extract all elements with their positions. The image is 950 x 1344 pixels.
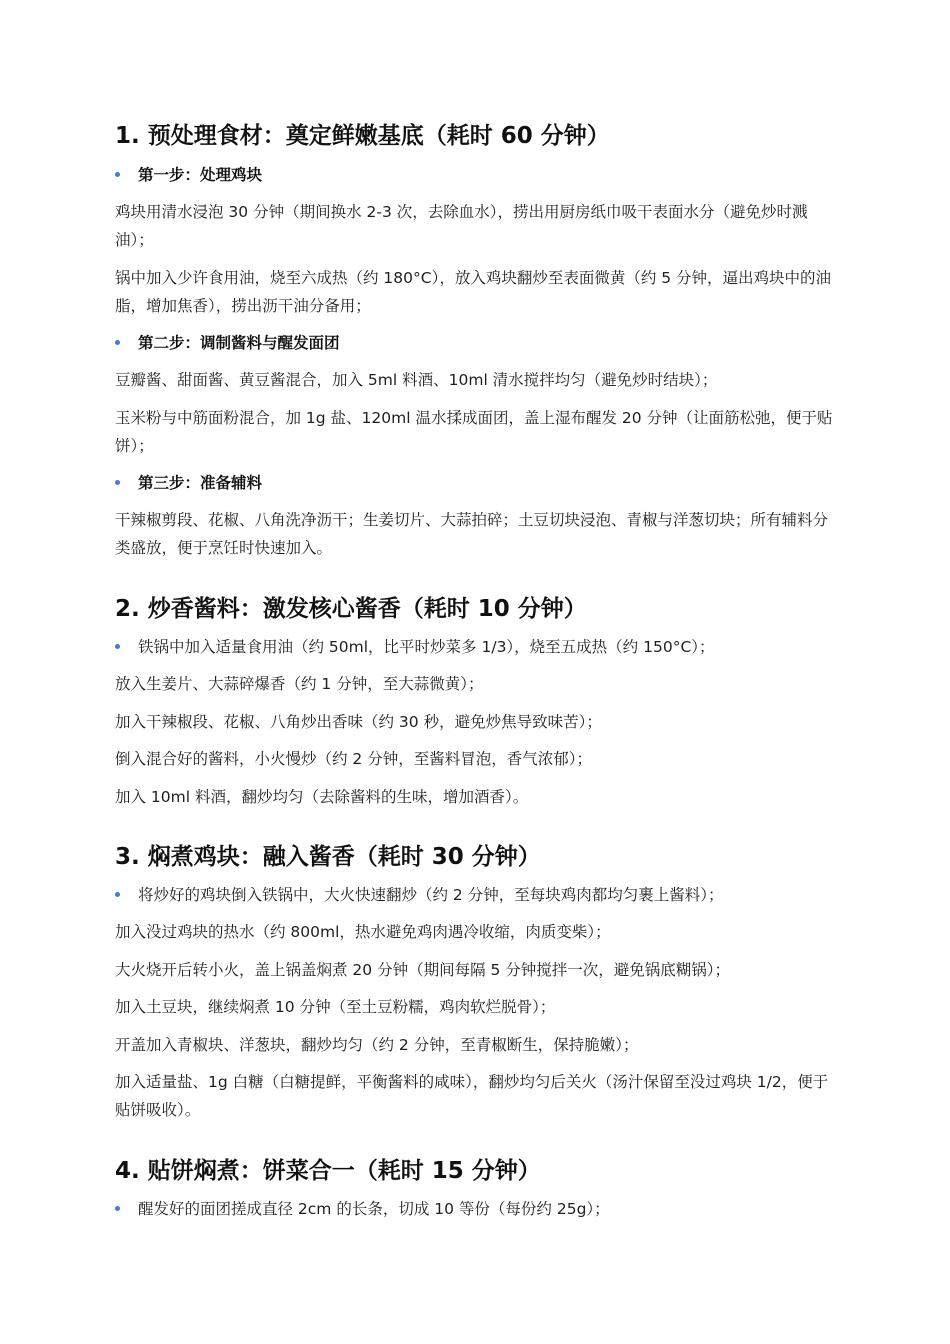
section-2-bullet-text: 铁锅中加入适量食用油（约 50ml，比平时炒菜多 1/3），烧至五成热（约 150°C）； <box>138 638 715 656</box>
section-4-bullet-text: 醒发好的面团搓成直径 2cm 的长条，切成 10 等份（每份约 25g）； <box>138 1200 610 1218</box>
bullet-dot-icon <box>115 340 120 345</box>
section-3-paragraph-2: 大火烧开后转小火，盖上锅盖焖煮 20 分钟（期间每隔 5 分钟搅拌一次，避免锅底糊锅）； <box>115 961 731 979</box>
step-1-label: 第一步：处理鸡块 <box>138 166 263 184</box>
section-2-heading: 2. 炒香酱料：激发核心酱香（耗时 10 分钟） <box>115 596 587 622</box>
section-1-heading: 1. 预处理食材：奠定鲜嫩基底（耗时 60 分钟） <box>115 123 610 149</box>
bullet-dot-icon <box>115 644 120 649</box>
bullet-dot-icon <box>115 480 120 485</box>
section-2-paragraph-1: 放入生姜片、大蒜碎爆香（约 1 分钟，至大蒜微黄）； <box>115 675 484 693</box>
step-1-paragraph-1: 鸡块用清水浸泡 30 分钟（期间换水 2-3 次，去除血水），捞出用厨房纸巾吸干表面水分（避免炒时溅油）； <box>115 203 808 249</box>
step-3-paragraph-1: 干辣椒剪段、花椒、八角洗净沥干；生姜切片、大蒜拍碎；土豆切块浸泡、青椒与洋葱切块；所有辅料分类盛放，便于烹饪时快速加入。 <box>115 511 829 557</box>
bullet-dot-icon <box>115 1206 120 1211</box>
bullet-dot-icon <box>115 892 120 897</box>
section-3-paragraph-4: 开盖加入青椒块、洋葱块，翻炒均匀（约 2 分钟，至青椒断生，保持脆嫩）； <box>115 1036 639 1054</box>
section-3-heading: 3. 焖煮鸡块：融入酱香（耗时 30 分钟） <box>115 844 541 870</box>
bullet-dot-icon <box>115 172 120 177</box>
section-4-heading: 4. 贴饼焖煮：饼菜合一（耗时 15 分钟） <box>115 1158 541 1184</box>
step-2-label: 第二步：调制酱料与醒发面团 <box>138 334 340 352</box>
section-2-paragraph-4: 加入 10ml 料酒，翻炒均匀（去除酱料的生味，增加酒香）。 <box>115 788 529 806</box>
section-3-bullet-text: 将炒好的鸡块倒入铁锅中，大火快速翻炒（约 2 分钟，至每块鸡肉都均匀裹上酱料）； <box>138 886 724 904</box>
section-3-paragraph-5: 加入适量盐、1g 白糖（白糖提鲜，平衡酱料的咸味），翻炒均匀后关火（汤汁保留至没过鸡块 1/2，便于贴饼吸收）。 <box>115 1073 829 1119</box>
section-2-paragraph-2: 加入干辣椒段、花椒、八角炒出香味（约 30 秒，避免炒焦导致味苦）； <box>115 713 602 731</box>
step-2-paragraph-1: 豆瓣酱、甜面酱、黄豆酱混合，加入 5ml 料酒、10ml 清水搅拌均匀（避免炒时结块）； <box>115 371 718 389</box>
section-2-paragraph-3: 倒入混合好的酱料，小火慢炒（约 2 分钟，至酱料冒泡，香气浓郁）； <box>115 750 592 768</box>
step-1-paragraph-2: 锅中加入少许食用油，烧至六成热（约 180°C），放入鸡块翻炒至表面微黄（约 5 分钟，逼出鸡块中的油脂，增加焦香），捞出沥干油分备用； <box>115 269 832 315</box>
section-3-paragraph-1: 加入没过鸡块的热水（约 800ml，热水避免鸡肉遇冷收缩，肉质变柴）； <box>115 923 611 941</box>
section-3-paragraph-3: 加入土豆块，继续焖煮 10 分钟（至土豆粉糯，鸡肉软烂脱骨）； <box>115 998 556 1016</box>
step-3-label: 第三步：准备辅料 <box>138 474 263 492</box>
step-2-paragraph-2: 玉米粉与中筋面粉混合，加 1g 盐、120ml 温水揉成面团，盖上湿布醒发 20 分钟（让面筋松弛，便于贴饼）； <box>115 409 833 455</box>
